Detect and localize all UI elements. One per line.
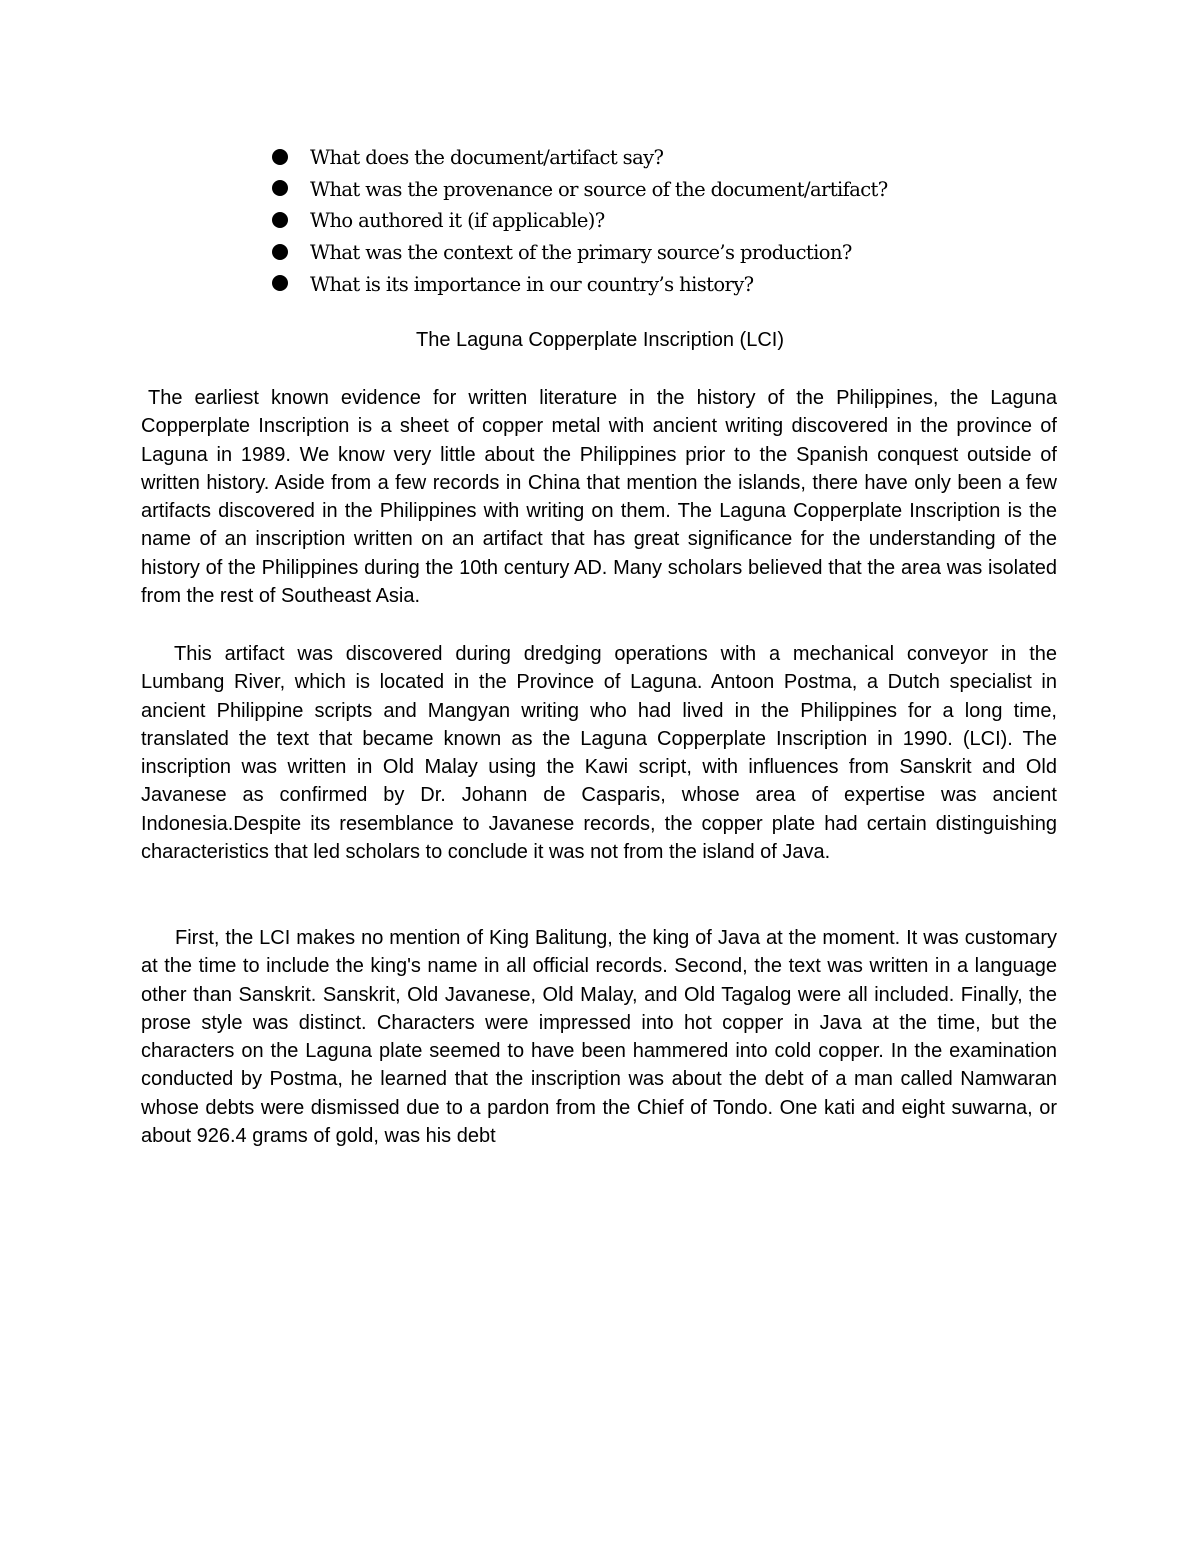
question-item <box>272 142 888 174</box>
question-text: What was the context of the primary source’s production? <box>310 241 852 265</box>
paragraph-discovery: This artifact was discovered during dredging operations with a mechanical conveyor in the Lumbang River, which is located in the Province of Laguna. Antoon Postma, a Dutch specialist in ancient Philippine scripts and Mangyan writing who had lived in the Philippines for a long time, translated the text that became known as the Laguna Copperplate Inscription in 1990. (LCI). The inscription was written in Old Malay using the Kawi script, with influences from Sanskrit and Old Javanese as confirmed by Dr. Johann de Casparis, whose area of expertise was ancient Indonesia.Despite its resemblance to Javanese records, the copper plate had certain distinguishing characteristics that led scholars to conclude it was not from the island of Java. <box>141 643 1057 864</box>
question-text: What is its importance in our country’s history? <box>310 272 754 296</box>
document-title: The Laguna Copperplate Inscription (LCI) <box>416 329 784 351</box>
paragraph-analysis: First, the LCI makes no mention of King Balitung, the king of Java at the moment. It was customary at the time to include the king's name in all official records. Second, the text was written in a language other than Sanskrit. Sanskrit, Old Javanese, Old Malay, and Old Tagalog were all included. Finally, the prose style was distinct. Characters were impressed into hot copper in Java at the time, but the characters on the Laguna plate seemed to have been hammered into cold copper. In the examination conducted by Postma, he learned that the inscription was about the debt of a man called Namwaran whose debts were dismissed due to a pardon from the Chief of Tondo. One kati and eight suwarna, or about 926.4 grams of gold, was his debt <box>141 927 1057 1148</box>
question-item <box>272 205 888 237</box>
bullet-icon <box>272 275 288 291</box>
bullet-icon <box>272 149 288 165</box>
question-item <box>272 237 888 269</box>
question-item <box>272 269 888 301</box>
question-text: What does the document/artifact say? <box>310 146 664 169</box>
bullet-icon <box>272 212 288 228</box>
question-text: What was the provenance or source of the document/artifact? <box>310 177 888 201</box>
bullet-icon <box>272 244 288 260</box>
bullet-icon <box>272 180 288 196</box>
paragraph-intro: The earliest known evidence for written literature in the history of the Philippines, the Laguna Copperplate Inscription is a sheet of copper metal with ancient writing discovered in the province of Laguna in 1989. We know very little about the Philippines prior to the Spanish conquest outside of written history. Aside from a few records in China that mention the islands, there have only been a few artifacts discovered in the Philippines with writing on them. The Laguna Copperplate Inscription is the name of an inscription written on an artifact that has great significance for the understanding of the history of the Philippines during the 10th century AD. Many scholars believed that the area was isolated from the rest of Southeast Asia. <box>141 387 1057 608</box>
question-item <box>272 174 888 206</box>
question-text: Who authored it (if applicable)? <box>310 209 605 233</box>
question-list <box>272 142 888 300</box>
